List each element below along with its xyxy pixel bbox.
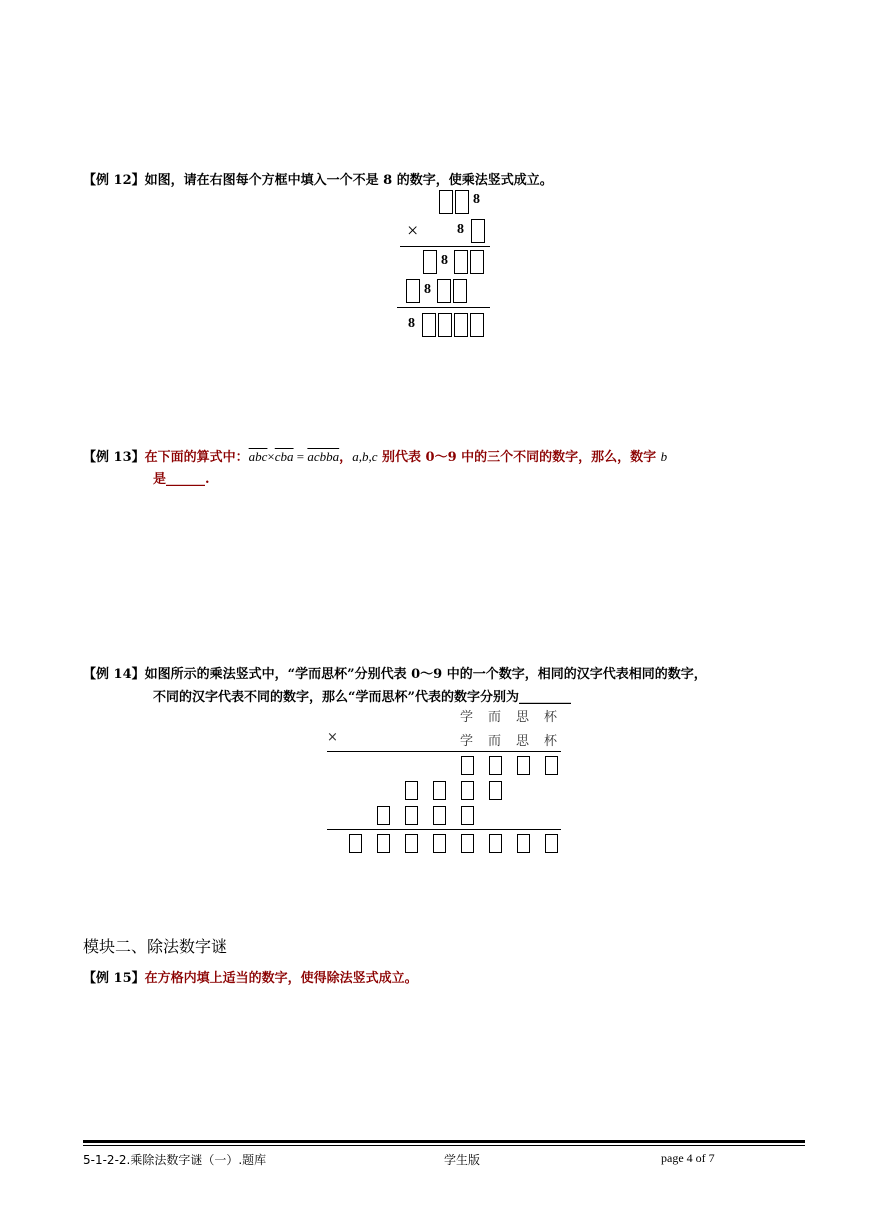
footer-left: 5-1-2-2.乘除法数字谜（一）.题库 — [83, 1153, 267, 1167]
digit-box[interactable] — [422, 313, 436, 337]
digit-box[interactable] — [437, 279, 451, 303]
example-14-question — [83, 665, 707, 685]
example-14-line1: 如图所示的乘法竖式中，“学而思杯”分别代表 0～9 中的一个数字，相同的汉字代表相同的数字， — [144, 667, 707, 682]
example-12-tag: 【例 12】 — [83, 173, 145, 188]
digit-box[interactable] — [470, 313, 484, 337]
multiplication-puzzle-14 — [325, 704, 565, 856]
formula-equals: = — [296, 449, 305, 464]
fixed-digit: 8 — [457, 222, 464, 237]
digit-box[interactable] — [489, 756, 502, 775]
digit-box[interactable] — [545, 834, 558, 853]
example-13-line2: 是______. — [153, 472, 210, 487]
rule-line — [327, 829, 561, 830]
example-13-tag: 【例 13】 — [83, 450, 145, 465]
digit-box[interactable] — [377, 834, 390, 853]
fixed-digit: 8 — [408, 316, 415, 331]
digit-box[interactable] — [470, 250, 484, 274]
formula-abc: $\overline{abc}$ — [248, 449, 268, 464]
char-er: 而 — [488, 734, 502, 749]
rule-line — [397, 307, 490, 308]
formula-times: × — [267, 449, 275, 464]
example-13-text-after: 别代表 0～9 中的三个不同的数字，那么，数字 — [377, 450, 657, 465]
footer-rule-thin — [83, 1145, 805, 1146]
fixed-digit: 8 — [441, 253, 448, 268]
times-sign: × — [407, 220, 419, 242]
char-er: 而 — [488, 710, 502, 725]
digit-box[interactable] — [489, 781, 502, 800]
comma: ， — [339, 450, 353, 465]
fixed-digit: 8 — [424, 282, 431, 297]
example-15-tag: 【例 15】 — [83, 971, 145, 986]
rule-line — [327, 751, 561, 752]
digit-box[interactable] — [405, 781, 418, 800]
digit-box[interactable] — [433, 806, 446, 825]
digit-box[interactable] — [349, 834, 362, 853]
char-xue: 学 — [460, 734, 474, 749]
digit-box[interactable] — [438, 313, 452, 337]
digit-box[interactable] — [454, 250, 468, 274]
example-13-question — [83, 447, 667, 468]
example-15-question — [83, 969, 418, 989]
digit-box[interactable] — [471, 219, 485, 243]
digit-box[interactable] — [405, 834, 418, 853]
variables: a,b,c — [352, 449, 378, 464]
digit-box[interactable] — [439, 190, 453, 214]
example-12-text: 如图，请在右图每个方框中填入一个不是 8 的数字，使乘法竖式成立。 — [144, 173, 553, 188]
digit-box[interactable] — [433, 834, 446, 853]
module-2-heading: 模块二、除法数字谜 — [83, 937, 228, 956]
variable-b: b — [660, 449, 668, 464]
digit-box[interactable] — [377, 806, 390, 825]
footer-center: 学生版 — [444, 1153, 481, 1167]
digit-box[interactable] — [489, 834, 502, 853]
digit-box[interactable] — [405, 806, 418, 825]
example-13-text-before: 在下面的算式中： — [144, 450, 249, 465]
digit-box[interactable] — [406, 279, 420, 303]
example-14-tag: 【例 14】 — [83, 667, 145, 682]
times-sign: × — [327, 730, 338, 745]
footer-page-number: page 4 of 7 — [661, 1151, 715, 1165]
digit-box[interactable] — [433, 781, 446, 800]
digit-box[interactable] — [461, 756, 474, 775]
rule-line — [400, 246, 490, 247]
example-14-line2: 不同的汉字代表不同的数字，那么“学而思杯”代表的数字分别为________ — [153, 690, 571, 705]
digit-box[interactable] — [455, 190, 469, 214]
multiplication-puzzle-12 — [395, 186, 495, 342]
char-xue: 学 — [460, 710, 474, 725]
digit-box[interactable] — [461, 806, 474, 825]
digit-box[interactable] — [454, 313, 468, 337]
digit-box[interactable] — [545, 756, 558, 775]
digit-box[interactable] — [461, 834, 474, 853]
formula-acbba: acbba — [307, 449, 340, 464]
example-15-text: 在方格内填上适当的数字，使得除法竖式成立。 — [144, 971, 418, 986]
char-bei: 杯 — [544, 710, 558, 725]
char-si: 思 — [516, 710, 530, 725]
formula-cba: $\overline{cba}$ — [274, 449, 294, 464]
digit-box[interactable] — [517, 756, 530, 775]
char-si: 思 — [516, 734, 530, 749]
digit-box[interactable] — [461, 781, 474, 800]
char-bei: 杯 — [544, 734, 558, 749]
digit-box[interactable] — [517, 834, 530, 853]
digit-box[interactable] — [423, 250, 437, 274]
digit-box[interactable] — [453, 279, 467, 303]
fixed-digit: 8 — [473, 192, 480, 207]
footer-rule-thick — [83, 1140, 805, 1143]
